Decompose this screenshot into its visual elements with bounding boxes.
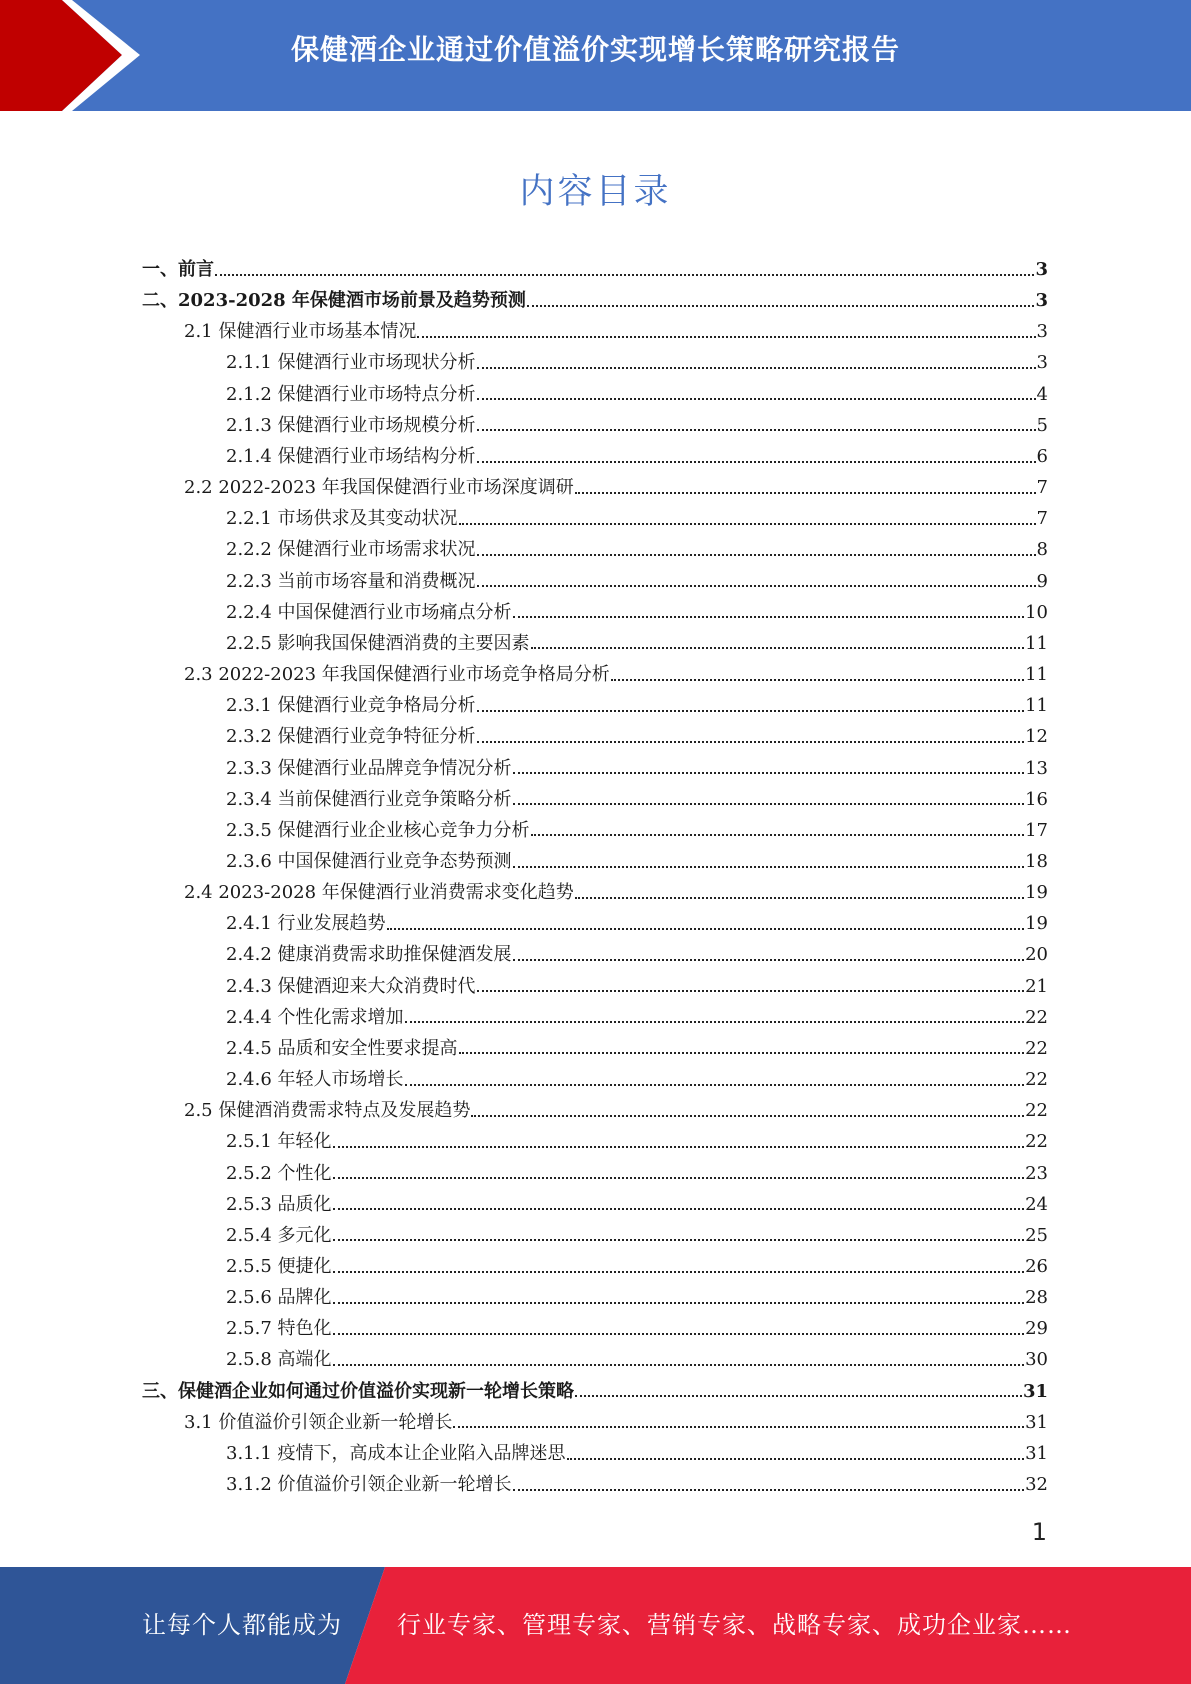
toc-entry-page: 16 (1025, 788, 1048, 810)
toc-leader-dots (333, 1257, 1025, 1277)
toc-entry-page: 25 (1025, 1224, 1048, 1246)
toc-entry[interactable] (142, 347, 1048, 378)
toc-leader-dots (405, 1007, 1025, 1027)
page-footer (0, 1567, 1191, 1684)
toc-entry-page: 31 (1025, 1411, 1048, 1433)
toc-entry-page: 21 (1025, 975, 1048, 997)
toc-entry-title: 2.3.4 当前保健酒行业竞争策略分析 (226, 788, 512, 810)
toc-leader-dots (459, 509, 1036, 529)
toc-entry-page: 31 (1022, 1380, 1048, 1402)
toc-entry-title: 2.1 保健酒行业市场基本情况 (184, 321, 417, 343)
toc-entry-title: 2.4.3 保健酒迎来大众消费时代 (226, 975, 476, 997)
toc-entry-title: 3.1.1 疫情下，高成本让企业陷入品牌迷思 (226, 1442, 566, 1464)
toc-entry[interactable] (142, 1469, 1048, 1500)
toc-entry-title: 2.1.1 保健酒行业市场现状分析 (226, 352, 476, 374)
toc-entry[interactable] (142, 1407, 1048, 1438)
toc-entry-page: 6 (1036, 445, 1048, 467)
toc-entry-title: 2.4.6 年轻人市场增长 (226, 1069, 404, 1091)
toc-entry-page: 22 (1025, 1069, 1048, 1091)
toc-entry[interactable] (142, 877, 1048, 908)
toc-entry-page: 26 (1025, 1256, 1048, 1277)
toc-entry[interactable] (142, 254, 1048, 285)
toc-entry[interactable] (142, 690, 1048, 721)
toc-entry-title: 2.3 2022-2023 年我国保健酒行业市场竞争格局分析 (184, 664, 610, 686)
toc-entry[interactable] (142, 721, 1048, 752)
toc-entry[interactable] (142, 410, 1048, 441)
toc-entry-title: 2.5.4 多元化 (226, 1224, 332, 1246)
toc-leader-dots (531, 820, 1025, 840)
toc-leader-dots (513, 945, 1025, 965)
toc-entry-title: 2.5 保健酒消费需求特点及发展趋势 (184, 1100, 471, 1122)
toc-entry-page: 4 (1036, 383, 1048, 405)
toc-entry-page: 29 (1025, 1318, 1048, 1340)
footer-slogan-left: 让每个人都能成为 (142, 1611, 342, 1639)
toc-entry[interactable] (142, 1064, 1048, 1095)
toc-entry-title: 二、2023-2028 年保健酒市场前景及趋势预测 (142, 290, 526, 312)
toc-leader-dots (477, 384, 1036, 404)
toc-entry-title: 2.5.1 年轻化 (226, 1131, 332, 1153)
toc-entry-title: 2.2.1 市场供求及其变动状况 (226, 508, 458, 530)
toc-entry-page: 32 (1025, 1474, 1048, 1496)
toc-entry-page: 11 (1025, 664, 1048, 686)
toc-entry-title: 三、保健酒企业如何通过价值溢价实现新一轮增长策略 (142, 1380, 574, 1402)
toc-entry-title: 2.4.1 行业发展趋势 (226, 913, 386, 935)
toc-leader-dots (477, 415, 1036, 435)
toc-leader-dots (513, 758, 1025, 778)
toc-entry-title: 2.1.4 保健酒行业市场结构分析 (226, 445, 476, 467)
toc-leader-dots (477, 727, 1025, 747)
toc-entry-page: 17 (1025, 819, 1048, 841)
toc-entry-page: 30 (1025, 1349, 1048, 1371)
toc-entry[interactable] (142, 1189, 1048, 1220)
toc-entry-title: 3.1.2 价值溢价引领企业新一轮增长 (226, 1474, 512, 1496)
toc-entry-page: 3 (1035, 290, 1048, 312)
toc-entry[interactable] (142, 1376, 1048, 1407)
toc-entry-title: 2.1.2 保健酒行业市场特点分析 (226, 383, 476, 405)
toc-leader-dots (333, 1288, 1025, 1308)
toc-entry-title: 2.3.5 保健酒行业企业核心竞争力分析 (226, 819, 530, 841)
toc-entry-title: 2.5.6 品牌化 (226, 1287, 332, 1309)
toc-entry-title: 2.2 2022-2023 年我国保健酒行业市场深度调研 (184, 477, 574, 499)
toc-leader-dots (477, 696, 1025, 716)
toc-entry[interactable] (142, 753, 1048, 784)
toc-entry-page: 11 (1025, 695, 1048, 717)
toc-heading: 内容目录 (519, 172, 672, 212)
toc-entry[interactable] (142, 1158, 1048, 1189)
toc-leader-dots (575, 1381, 1022, 1401)
toc-entry[interactable] (142, 1220, 1048, 1251)
toc-entry-title: 2.3.2 保健酒行业竞争特征分析 (226, 726, 476, 748)
toc-entry[interactable] (142, 379, 1048, 410)
toc-entry[interactable] (142, 316, 1048, 347)
toc-leader-dots (531, 633, 1025, 653)
toc-entry-title: 2.2.3 当前市场容量和消费概况 (226, 570, 476, 592)
toc-leader-dots (477, 976, 1025, 996)
toc-entry-title: 2.3.3 保健酒行业品牌竞争情况分析 (226, 757, 512, 779)
toc-entry[interactable] (142, 659, 1048, 690)
toc-entry[interactable] (142, 597, 1048, 628)
toc-leader-dots (567, 1444, 1025, 1464)
toc-entry-title: 2.4 2023-2028 年保健酒行业消费需求变化趋势 (184, 882, 574, 904)
toc-leader-dots (477, 353, 1036, 373)
toc-leader-dots (405, 1070, 1025, 1090)
toc-entry[interactable] (142, 1002, 1048, 1033)
toc-leader-dots (215, 260, 1034, 280)
toc-entry-page: 10 (1025, 601, 1048, 623)
toc-leader-dots (477, 540, 1036, 560)
toc-leader-dots (459, 1038, 1025, 1058)
toc-entry-page: 20 (1025, 944, 1048, 966)
toc-leader-dots (611, 665, 1024, 685)
toc-entry[interactable] (142, 784, 1048, 815)
toc-entry-page: 19 (1025, 882, 1048, 904)
toc-entry-page: 22 (1025, 1037, 1048, 1059)
toc-leader-dots (471, 1101, 1024, 1121)
toc-entry[interactable] (142, 1282, 1048, 1313)
toc-entry-title: 2.4.2 健康消费需求助推保健酒发展 (226, 944, 512, 966)
toc-entry-title: 3.1 价值溢价引领企业新一轮增长 (184, 1411, 453, 1433)
toc-entry-page: 22 (1025, 1006, 1048, 1028)
toc-entry[interactable] (142, 1344, 1048, 1375)
toc-leader-dots (333, 1350, 1025, 1370)
toc-entry-title: 2.5.5 便捷化 (226, 1256, 332, 1277)
toc-leader-dots (477, 571, 1036, 591)
toc-leader-dots (477, 447, 1036, 467)
footer-slogan-right: 行业专家、管理专家、营销专家、战略专家、成功企业家…… (397, 1611, 1072, 1639)
toc-leader-dots (387, 914, 1025, 934)
page-header (0, 0, 1191, 111)
toc-entry-page: 3 (1035, 259, 1048, 280)
toc-entry-title: 2.5.7 特色化 (226, 1318, 332, 1340)
toc-entry-page: 31 (1025, 1442, 1048, 1464)
toc-entry-page: 5 (1036, 414, 1048, 436)
toc-entry-title: 2.5.3 品质化 (226, 1193, 332, 1215)
page-number: 1 (1031, 1518, 1047, 1546)
toc-leader-dots (333, 1194, 1025, 1214)
toc-entry-title: 2.5.2 个性化 (226, 1162, 332, 1184)
toc-entry-title: 2.5.8 高端化 (226, 1349, 332, 1371)
toc-entry[interactable] (142, 1251, 1048, 1282)
toc-entry[interactable] (142, 1126, 1048, 1157)
toc-entry[interactable] (142, 628, 1048, 659)
toc-leader-dots (527, 291, 1035, 311)
toc-entry-title: 2.2.4 中国保健酒行业市场痛点分析 (226, 601, 512, 623)
toc-leader-dots (513, 602, 1025, 622)
table-of-contents (142, 254, 1048, 1500)
toc-entry-title: 2.2.2 保健酒行业市场需求状况 (226, 539, 476, 561)
toc-entry-title: 2.1.3 保健酒行业市场规模分析 (226, 414, 476, 436)
toc-leader-dots (453, 1412, 1024, 1432)
toc-leader-dots (333, 1319, 1025, 1339)
toc-entry[interactable] (142, 441, 1048, 472)
toc-entry-title: 2.4.5 品质和安全性要求提高 (226, 1037, 458, 1059)
toc-entry[interactable] (142, 472, 1048, 503)
toc-entry[interactable] (142, 285, 1048, 316)
toc-entry-page: 22 (1025, 1100, 1048, 1122)
toc-entry[interactable] (142, 566, 1048, 597)
report-title: 保健酒企业通过价值溢价实现增长策略研究报告 (290, 33, 900, 66)
toc-leader-dots (513, 852, 1025, 872)
toc-leader-dots (513, 1475, 1025, 1495)
toc-entry-page: 19 (1025, 913, 1048, 935)
toc-entry[interactable] (142, 534, 1048, 565)
toc-entry-page: 3 (1036, 352, 1048, 374)
toc-entry-page: 3 (1036, 321, 1048, 343)
toc-entry-page: 22 (1025, 1131, 1048, 1153)
toc-entry-page: 23 (1025, 1162, 1048, 1184)
toc-entry-page: 24 (1025, 1193, 1048, 1215)
toc-entry-page: 7 (1036, 508, 1048, 530)
toc-entry-page: 8 (1036, 539, 1048, 561)
toc-leader-dots (575, 883, 1024, 903)
toc-entry-title: 2.3.1 保健酒行业竞争格局分析 (226, 695, 476, 717)
toc-entry-title: 一、前言 (142, 259, 214, 280)
toc-entry[interactable] (142, 939, 1048, 970)
toc-entry-title: 2.4.4 个性化需求增加 (226, 1006, 404, 1028)
toc-entry-page: 9 (1036, 570, 1048, 592)
toc-entry[interactable] (142, 1033, 1048, 1064)
toc-entry-page: 11 (1025, 632, 1048, 654)
toc-leader-dots (333, 1132, 1025, 1152)
toc-entry-page: 12 (1025, 726, 1048, 748)
toc-entry[interactable] (142, 1313, 1048, 1344)
toc-entry[interactable] (142, 1438, 1048, 1469)
toc-entry-title: 2.3.6 中国保健酒行业竞争态势预测 (226, 850, 512, 872)
toc-entry-page: 7 (1036, 477, 1048, 499)
toc-entry-page: 18 (1025, 850, 1048, 872)
toc-entry[interactable] (142, 846, 1048, 877)
toc-entry[interactable] (142, 503, 1048, 534)
toc-entry-page: 13 (1025, 757, 1048, 779)
toc-entry-page: 28 (1025, 1287, 1048, 1309)
toc-entry[interactable] (142, 908, 1048, 939)
toc-leader-dots (333, 1225, 1025, 1245)
toc-entry[interactable] (142, 971, 1048, 1002)
toc-leader-dots (513, 789, 1025, 809)
toc-leader-dots (575, 478, 1036, 498)
toc-leader-dots (333, 1163, 1025, 1183)
toc-leader-dots (417, 322, 1035, 342)
toc-entry-title: 2.2.5 影响我国保健酒消费的主要因素 (226, 632, 530, 654)
toc-entry[interactable] (142, 815, 1048, 846)
toc-entry[interactable] (142, 1095, 1048, 1126)
